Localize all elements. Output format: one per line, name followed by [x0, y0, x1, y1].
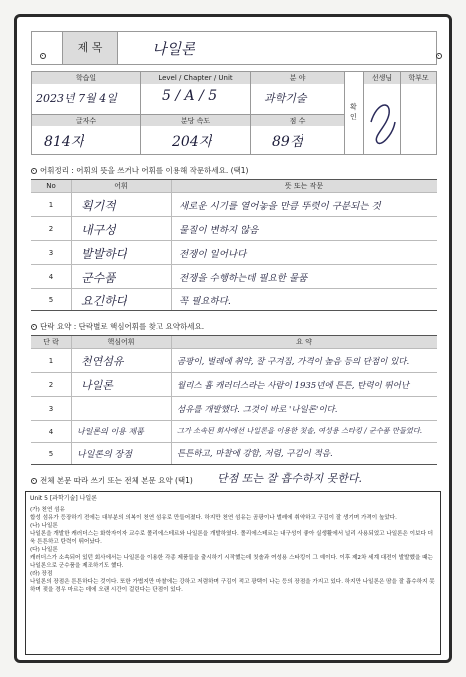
- summary-keyword: 나일론의 장점: [77, 450, 133, 460]
- vocab-word: 획기적: [81, 199, 116, 213]
- summary-keyword: 나일론의 이용 제품: [77, 427, 144, 436]
- row-number: 1: [48, 201, 54, 209]
- table-row: [31, 348, 437, 372]
- worksheet-page: [14, 14, 452, 663]
- bullet-icon: [436, 53, 442, 59]
- header-teacher: 선생님: [364, 72, 400, 84]
- summary-keyword: 천연섬유: [81, 355, 124, 368]
- summary-text: 월리스 흄 캐러더스라는 사람이 1935년에 튼튼, 탄력이 뛰어난: [177, 381, 410, 391]
- table-row: [31, 192, 437, 216]
- vocab-header-meaning: 뜻 또는 작문: [284, 182, 324, 190]
- vocab-meaning: 물질이 변하지 않음: [179, 225, 259, 236]
- confirm-col: [344, 72, 364, 154]
- table-row: [31, 372, 437, 396]
- table-row: [31, 396, 437, 420]
- row-number: 4: [48, 428, 54, 436]
- paragraph-heading: (라) 장점: [30, 571, 53, 577]
- full-summary-label: 전체 본문 따라 쓰기 또는 전체 본문 요약 (택1): [40, 476, 193, 485]
- paragraph-heading: (나) 나일론: [30, 523, 58, 529]
- vocab-header-word: 어휘: [114, 182, 128, 190]
- table-row: [31, 240, 437, 264]
- summary-text: 섬유를 개발했다. 그것이 바로 '나일론'이다.: [177, 405, 338, 415]
- table-row: [31, 442, 437, 464]
- vocab-meaning: 전쟁이 일어나다: [179, 249, 247, 260]
- speed-value: 204자: [172, 134, 213, 150]
- title-value: 나일론: [152, 40, 196, 58]
- char-count-value: 814자: [44, 134, 85, 150]
- header-field: 분 야: [250, 72, 344, 84]
- summary-text: 튼튼하고, 마찰에 강함, 저렴, 구김이 적음.: [177, 449, 333, 459]
- vocab-meaning: 전쟁을 수행하는데 필요한 물품: [179, 273, 308, 284]
- paragraph-body: 나일론을 개발한 캐러더스는 화학자이자 교수로 폴리에스테르와 나일론을 개발하였다. 폴리에스테르는 내구성이 좋아 실생활에서 널리 사용되었고 나일론은 이보다 더욱 튼튼하고 탄력이 뛰어났다.: [30, 531, 434, 545]
- summary-keyword: 나일론: [81, 379, 113, 392]
- signature-icon: [367, 92, 399, 150]
- full-summary-title: [31, 475, 193, 486]
- summary-header-paragraph: 단 락: [43, 338, 59, 346]
- table-row: [31, 288, 437, 310]
- table-row: [31, 264, 437, 288]
- level-value: 5 / A / 5: [162, 88, 218, 104]
- bullet-icon: [40, 53, 46, 59]
- paragraph-body: 나일론의 장점은 튼튼하다는 것이다. 또한 가볍지만 마찰에는 강하고 저렴하며 구김이 적고 광택이 나는 등의 장점을 가지고 있다. 하지만 나일론은 땀을 잘 흡수하지 못하며 젖을 경우 마르는 데에 오랜 시간이 걸린다는 단점이 있다.: [30, 579, 435, 593]
- header-char-count: 글자수: [32, 114, 140, 126]
- row-number: 2: [48, 381, 54, 389]
- vocab-word: 내구성: [81, 223, 116, 237]
- row-number: 4: [48, 273, 54, 281]
- info-table: [31, 71, 437, 155]
- bullet-icon: [31, 324, 37, 330]
- vocab-meaning: 꼭 필요하다.: [179, 296, 231, 307]
- vocab-meaning: 새로운 시기를 열어놓을 만큼 뚜렷이 구분되는 것: [179, 201, 381, 212]
- row-number: 2: [48, 225, 54, 233]
- row-number: 3: [48, 405, 54, 413]
- summary-section-text: 단락 요약 : 단락별로 핵심어휘를 찾고 요약하세요.: [40, 322, 205, 331]
- table-row: [31, 420, 437, 442]
- field-value: 과학기술: [264, 92, 307, 105]
- summary-section-title: [31, 321, 204, 332]
- summary-table: [31, 335, 437, 465]
- paragraph-body: 캐러더스가 소속되어 있던 회사에서는 나일론을 이용한 각종 제품들을 출시하기 시작했는데 칫솔과 여성용 스타킹이 그 예이다. 이후 제2차 세계 대전이 발발했을 때는 나일론으로 군수품을 제조하기도 했다.: [30, 555, 433, 569]
- source-unit-title: Unit 5 [과학기술] 나일론: [30, 495, 98, 502]
- confirm-label: 확인: [350, 103, 357, 121]
- row-number: 1: [48, 357, 54, 365]
- summary-text: 그가 소속된 회사에선 나일론을 이용한 칫솔, 여성용 스타킹 / 군수품 만들었다.: [177, 426, 423, 435]
- header-level: Level / Chapter / Unit: [140, 72, 250, 84]
- source-text-box: [25, 491, 441, 655]
- header-score: 점 수: [250, 114, 344, 126]
- bullet-icon: [31, 478, 37, 484]
- paragraph-heading: (가) 천연 섬유: [30, 507, 65, 513]
- summary-header-summary: 요 약: [296, 338, 312, 346]
- title-label-box: [62, 32, 118, 64]
- row-number: 5: [48, 450, 54, 458]
- header-study-date: 학습일: [32, 72, 140, 84]
- bullet-icon: [31, 168, 37, 174]
- summary-header-keyword: 핵심어휘: [107, 338, 135, 346]
- vocab-section-title: [31, 165, 249, 176]
- vocab-section-text: 어휘정리 : 어휘의 뜻을 쓰거나 어휘를 이용해 작문하세요. (택1): [40, 166, 249, 175]
- vocab-word: 군수품: [81, 271, 116, 285]
- vocab-word: 요긴하다: [81, 294, 128, 308]
- table-row: [31, 216, 437, 240]
- vocab-word: 발발하다: [81, 247, 128, 261]
- header-speed: 분당 속도: [140, 114, 250, 126]
- header-parent: 학부모: [400, 72, 436, 84]
- vocab-header-no: No: [46, 182, 56, 190]
- paragraph-heading: (다) 나일론: [30, 547, 58, 553]
- paragraph-body: 합성 섬유가 등장하기 전에는 대부분의 의복이 천연 섬유로 만들어졌다. 하지만 천연 섬유는 곰팡이나 벌레에 취약하고 구김이 잘 생기며 가격이 높았다.: [30, 515, 397, 521]
- summary-text: 곰팡이, 벌레에 취약, 잘 구겨짐, 가격이 높음 등의 단점이 있다.: [177, 357, 410, 367]
- row-number: 3: [48, 249, 54, 257]
- title-bar: [31, 31, 437, 65]
- row-number: 5: [48, 296, 54, 304]
- vocab-table: [31, 179, 437, 311]
- study-date-value: 2023년 7월 4일: [36, 92, 117, 105]
- full-summary-answer: 단점 또는 잘 흡수하지 못한다.: [217, 472, 362, 485]
- score-value: 89점: [272, 134, 304, 150]
- title-label: 제 목: [77, 41, 103, 54]
